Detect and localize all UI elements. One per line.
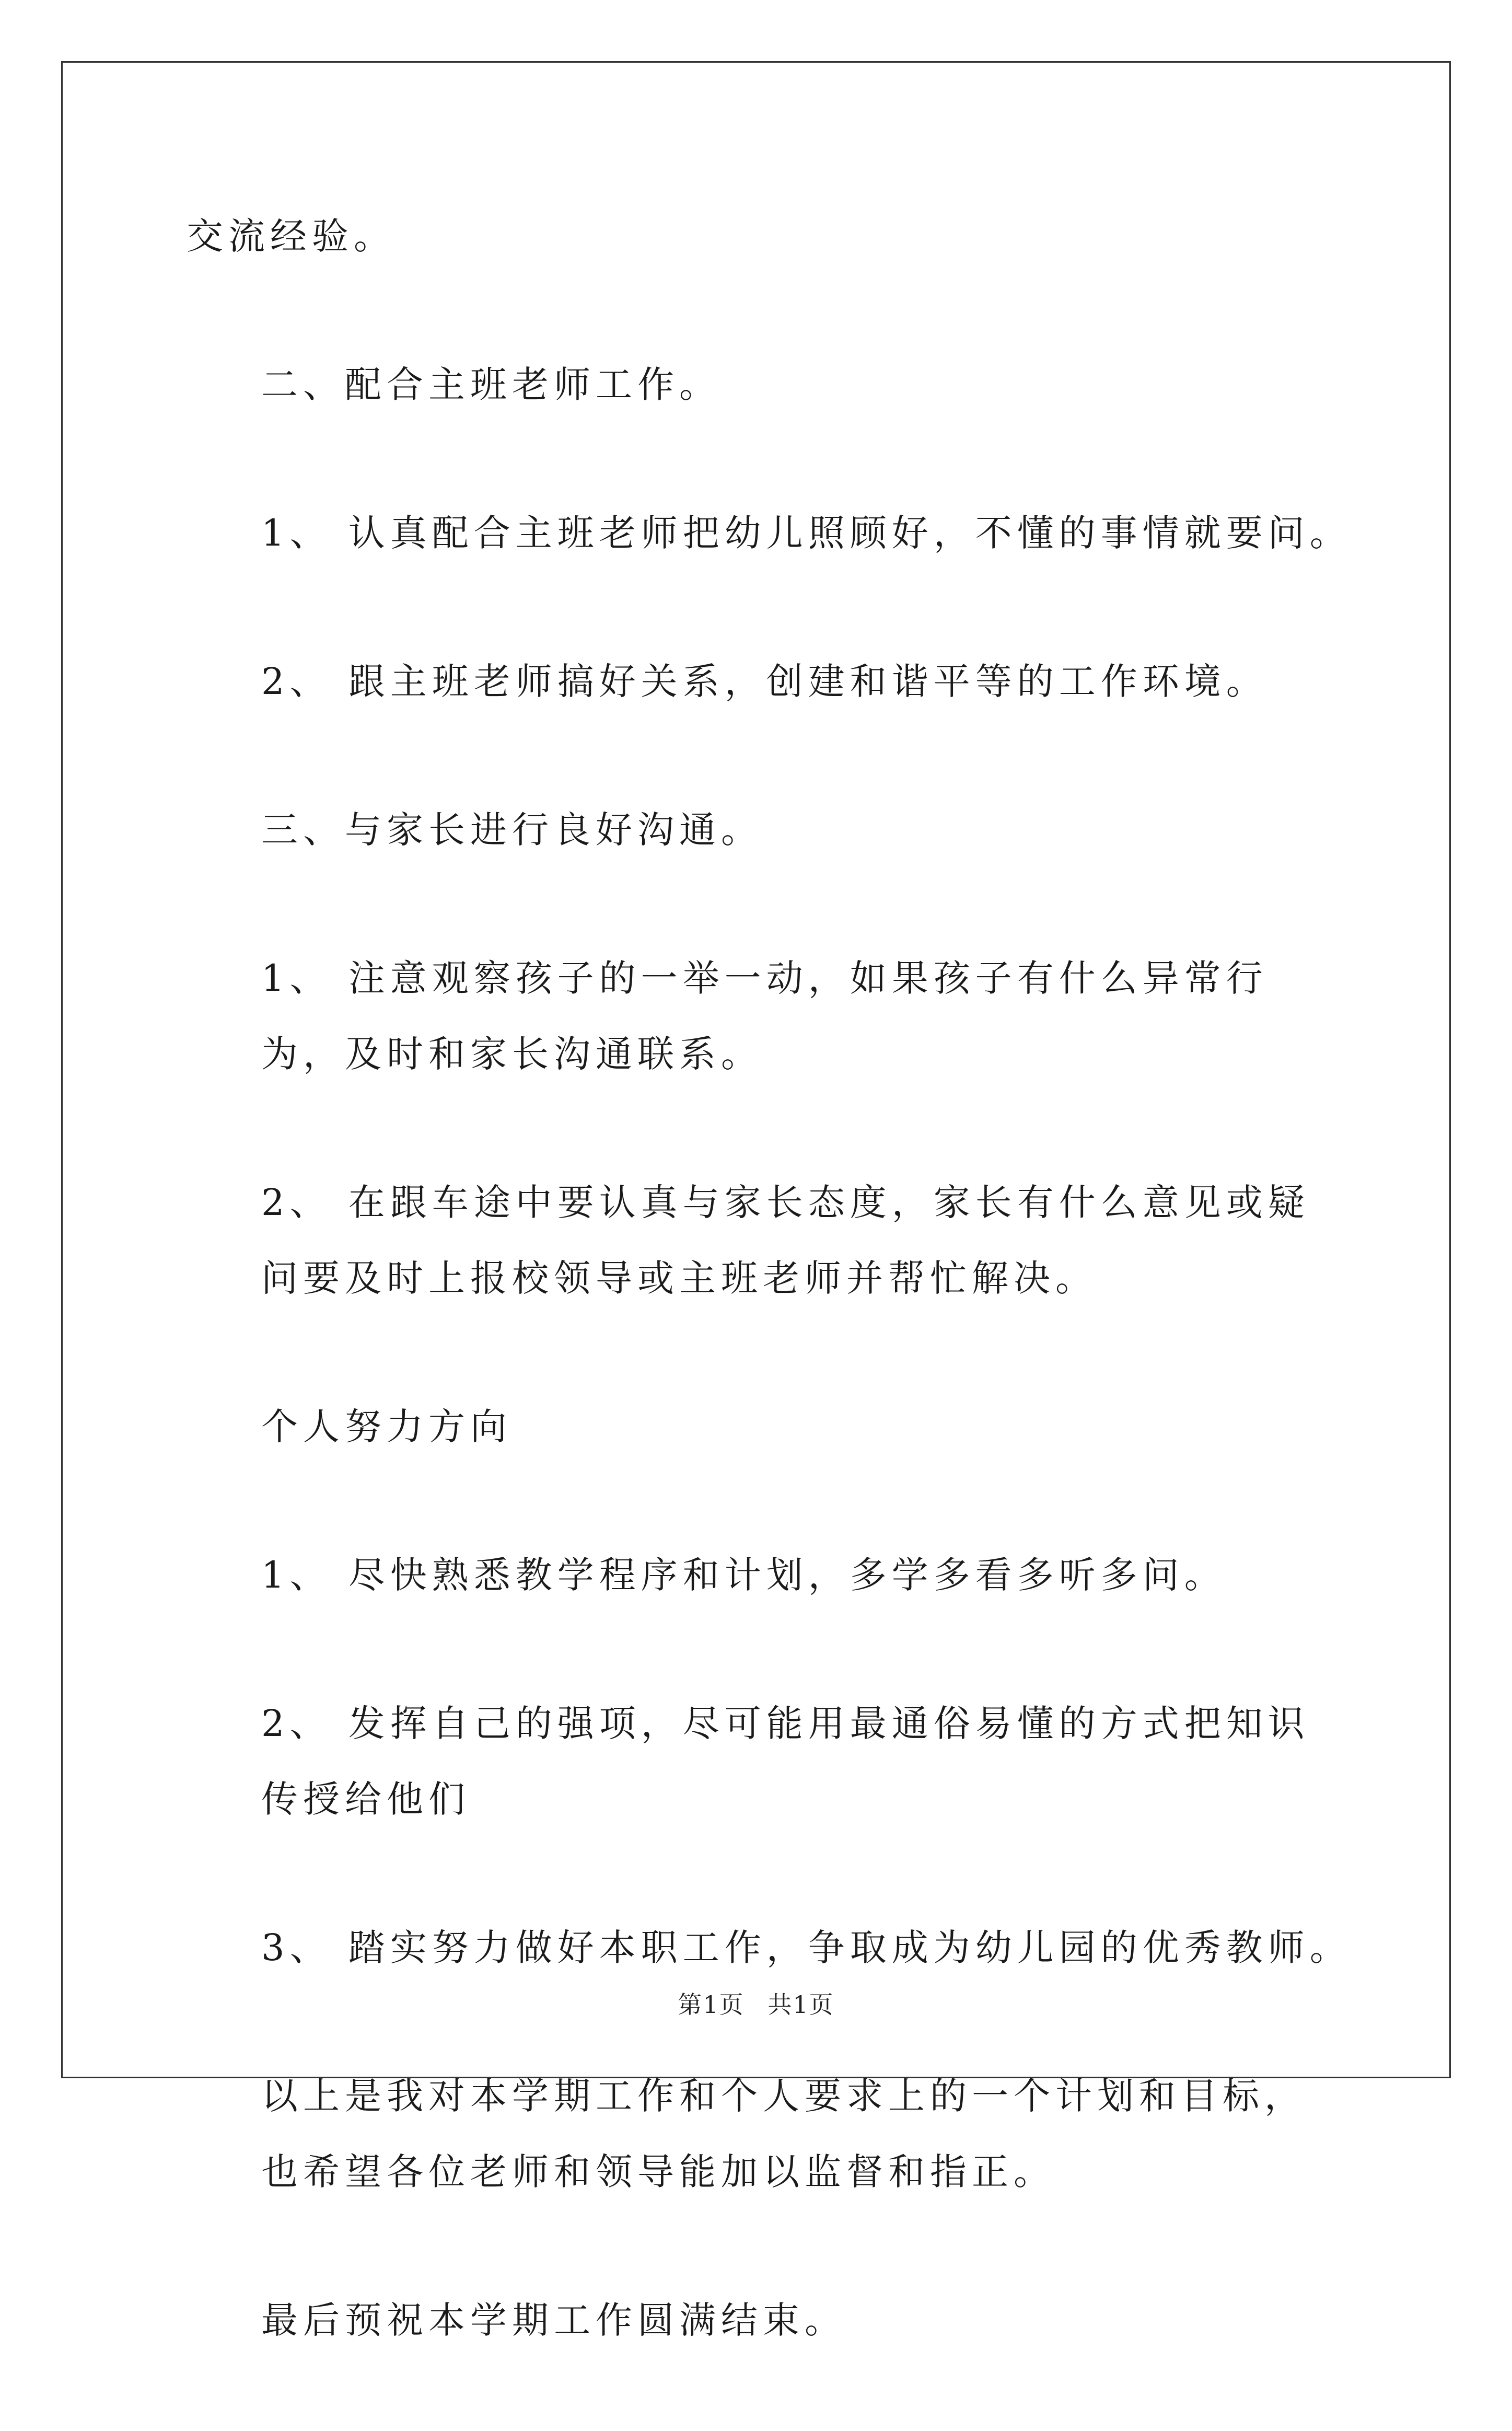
page-number-total: 共1页 bbox=[767, 1990, 834, 2019]
list-item: 3、 踏实努力做好本职工作，争取成为幼儿园的优秀教师。 bbox=[261, 1926, 1352, 1969]
section-heading-personal: 个人努力方向 bbox=[261, 1405, 512, 1448]
list-item: 2、 发挥自己的强项，尽可能用最通俗易懂的方式把知识传授给他们 bbox=[261, 1702, 1310, 1821]
list-item: 1、 尽快熟悉教学程序和计划，多学多看多听多问。 bbox=[261, 1554, 1226, 1596]
list-item: 2、 跟主班老师搞好关系，创建和谐平等的工作环境。 bbox=[261, 660, 1268, 703]
list-item: 1、 认真配合主班老师把幼儿照顾好，不懂的事情就要问。 bbox=[261, 512, 1352, 554]
closing-paragraph: 以上是我对本学期工作和个人要求上的一个计划和目标，也希望各位老师和领导能加以监督和指正。 bbox=[261, 2075, 1306, 2193]
page-footer bbox=[0, 1986, 1512, 2020]
closing-wish: 最后预祝本学期工作圆满结束。 bbox=[261, 2299, 846, 2342]
section-heading-2: 二、配合主班老师工作。 bbox=[261, 363, 721, 406]
list-item: 2、 在跟车途中要认真与家长态度，家长有什么意见或疑问要及时上报校领导或主班老师并帮忙解决。 bbox=[261, 1181, 1310, 1300]
document-body bbox=[187, 199, 1352, 2431]
section-heading-3: 三、与家长进行良好沟通。 bbox=[261, 808, 763, 851]
page-number-current: 第1页 bbox=[678, 1990, 745, 2019]
list-item: 1、 注意观察孩子的一举一动，如果孩子有什么异常行为，及时和家长沟通联系。 bbox=[261, 957, 1268, 1075]
paragraph-1: 交流经验。 bbox=[187, 215, 396, 258]
